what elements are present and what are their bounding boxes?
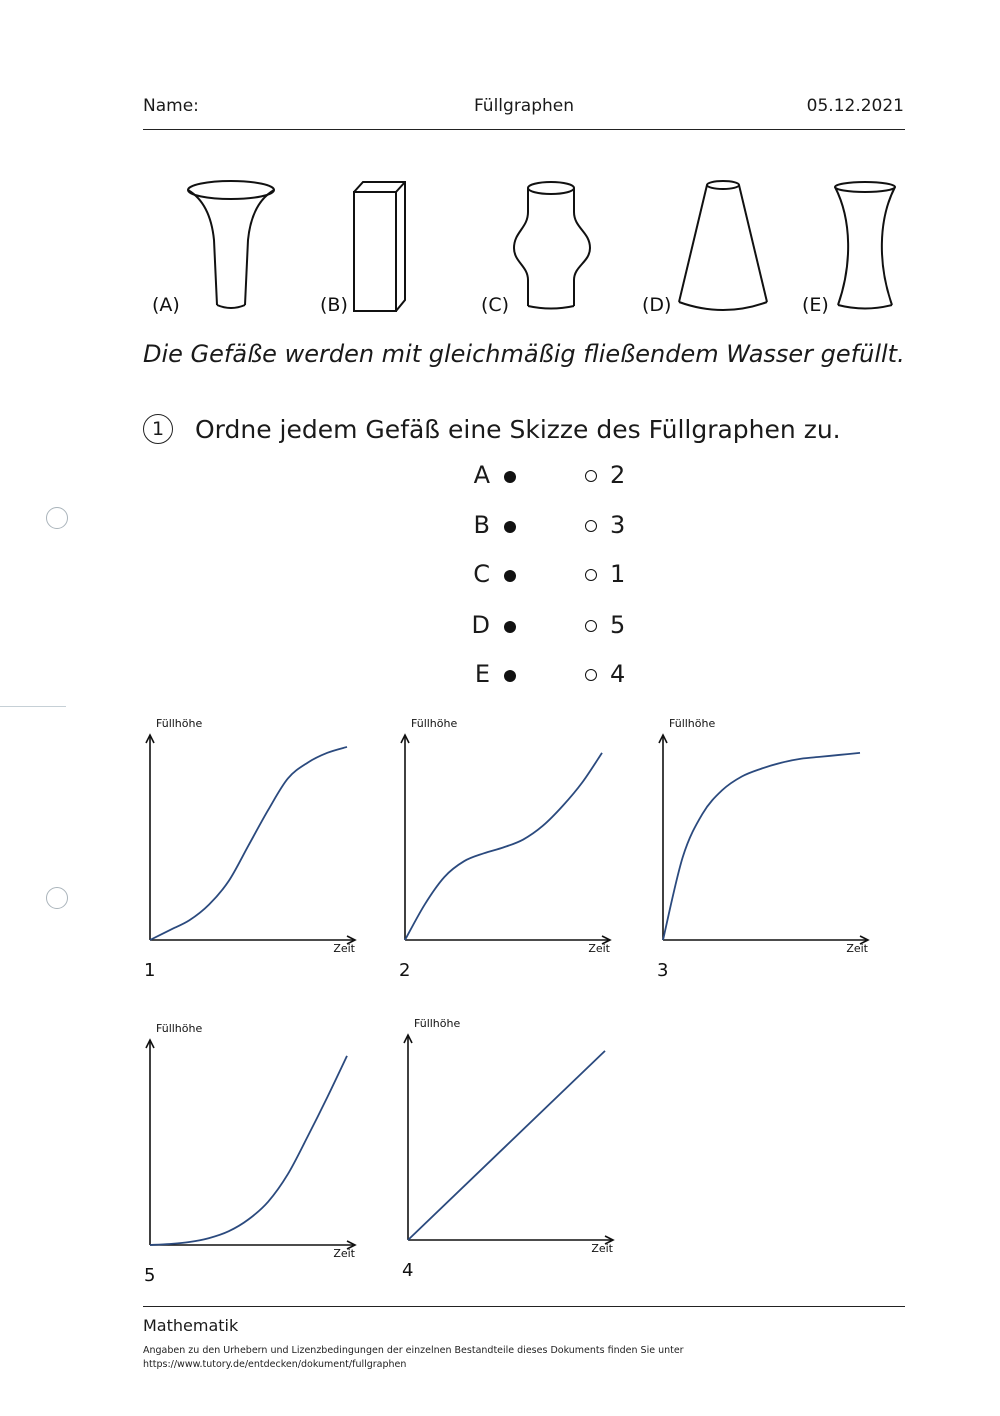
y-axis-label: Füllhöhe: [669, 717, 716, 730]
task-text: Ordne jedem Gefäß eine Skizze des Füllgraphen zu.: [195, 414, 841, 444]
date: 05.12.2021: [806, 96, 904, 116]
graph-number: 4: [402, 1260, 414, 1281]
graph-number: 5: [144, 1265, 156, 1286]
match-left-label: A: [473, 461, 490, 489]
match-left-dot[interactable]: [504, 621, 516, 633]
fold-mark: [0, 706, 66, 707]
vessel-label-d: (D): [642, 294, 672, 316]
match-right-dot[interactable]: [585, 470, 597, 482]
match-left-label: B: [473, 511, 490, 539]
fill-graph-4: [388, 1010, 633, 1300]
axes: [659, 735, 868, 944]
match-left-label: E: [474, 660, 490, 688]
x-axis-label: Zeit: [588, 942, 610, 955]
fill-curve: [663, 753, 860, 940]
match-right-dot[interactable]: [585, 520, 597, 532]
name-label: Name:: [143, 96, 199, 116]
match-left-dot[interactable]: [504, 670, 516, 682]
match-left-dot[interactable]: [504, 521, 516, 533]
match-left-dot[interactable]: [504, 471, 516, 483]
vessel-label-a: (A): [152, 294, 180, 316]
match-right-dot[interactable]: [585, 569, 597, 581]
footer-rule: [143, 1306, 905, 1307]
fill-curve: [405, 753, 602, 940]
match-left-dot[interactable]: [504, 570, 516, 582]
vessel-label-c: (C): [481, 294, 510, 316]
fill-curve: [408, 1051, 605, 1240]
vessel-label-b: (B): [320, 294, 348, 316]
graph-number: 3: [657, 960, 669, 981]
match-right-label: 4: [610, 660, 626, 688]
match-right-dot[interactable]: [585, 620, 597, 632]
x-axis-label: Zeit: [591, 1242, 613, 1255]
vessels-illustration: [140, 170, 910, 320]
match-right-label: 3: [610, 511, 626, 539]
cone-frustum-icon: [679, 181, 767, 310]
fill-curve: [150, 747, 347, 940]
y-axis-label: Füllhöhe: [156, 1022, 203, 1035]
task-number-badge: 1: [143, 414, 173, 444]
fill-curve: [150, 1056, 347, 1245]
bulged-vase-icon: [514, 182, 590, 309]
hourglass-vase-icon: [835, 182, 895, 309]
match-left-label: D: [471, 611, 490, 639]
axes: [401, 735, 610, 944]
footer-subject: Mathematik: [143, 1316, 239, 1335]
rectangular-prism-icon: [354, 182, 405, 311]
vessel-label-e: (E): [802, 294, 829, 316]
footer-url[interactable]: https://www.tutory.de/entdecken/dokument/fullgraphen: [143, 1359, 407, 1370]
match-right-label: 5: [610, 611, 626, 639]
footer-license: [143, 1344, 684, 1372]
match-right-label: 2: [610, 461, 626, 489]
x-axis-label: Zeit: [333, 1247, 355, 1260]
y-axis-label: Füllhöhe: [414, 1017, 461, 1030]
page-title: Füllgraphen: [473, 96, 575, 116]
x-axis-label: Zeit: [846, 942, 868, 955]
match-right-dot[interactable]: [585, 669, 597, 681]
x-axis-label: Zeit: [333, 942, 355, 955]
funnel-vase-icon: [188, 181, 274, 308]
graph-number: 1: [144, 960, 156, 981]
y-axis-label: Füllhöhe: [156, 717, 203, 730]
match-left-label: C: [473, 560, 490, 588]
y-axis-label: Füllhöhe: [411, 717, 458, 730]
header-rule: [143, 129, 905, 130]
instruction-text: Die Gefäße werden mit gleichmäßig fließendem Wasser gefüllt.: [143, 340, 905, 368]
graph-number: 2: [399, 960, 411, 981]
fill-graph-1: [130, 710, 375, 1000]
axes: [146, 735, 355, 944]
footer-license-line: Angaben zu den Urhebern und Lizenzbedingungen der einzelnen Bestandteile dieses Dokuments finden Sie unter: [143, 1345, 684, 1356]
match-right-label: 1: [610, 560, 626, 588]
task-heading: [143, 414, 841, 444]
fill-graph-5: [130, 1015, 375, 1305]
fill-graph-2: [385, 710, 630, 1000]
punch-hole-bottom: [46, 887, 68, 909]
fill-graph-3: [643, 710, 888, 1000]
